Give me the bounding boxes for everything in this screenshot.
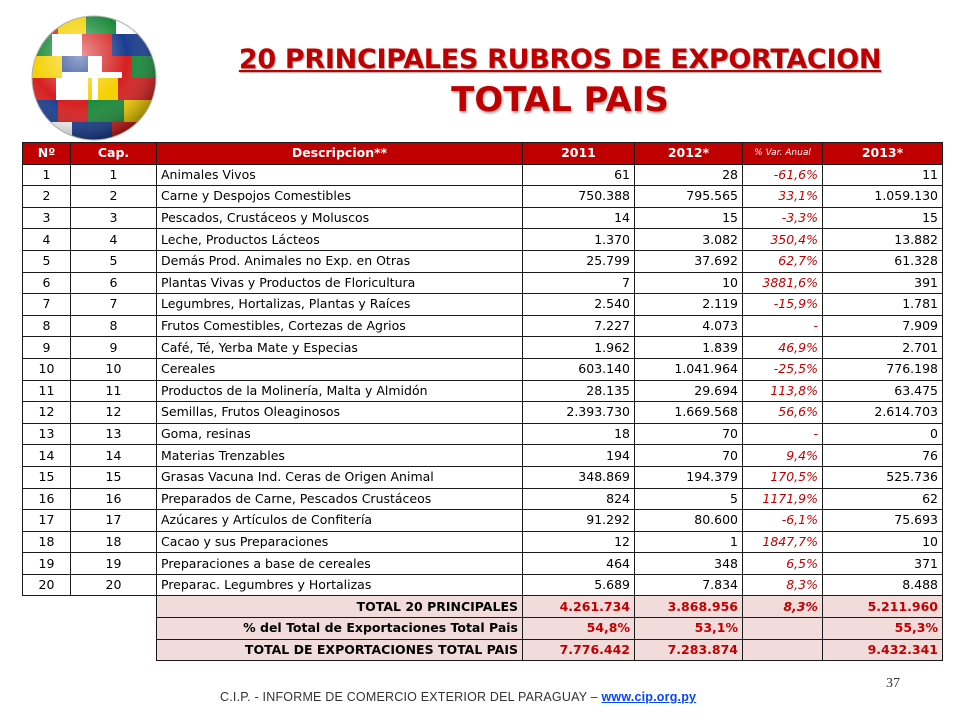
table-cell: 3881,6%: [743, 272, 823, 294]
table-cell: -: [743, 315, 823, 337]
table-cell: 7.834: [635, 574, 743, 596]
table-cell: 4.073: [635, 315, 743, 337]
table-cell: Café, Té, Yerba Mate y Especias: [157, 337, 523, 359]
table-cell: 63.475: [823, 380, 943, 402]
table-cell: 19: [71, 553, 157, 575]
table-cell: 795.565: [635, 186, 743, 208]
total-var: [743, 639, 823, 661]
table-cell: 5.689: [523, 574, 635, 596]
table-cell: 5: [71, 250, 157, 272]
table-cell: 7: [71, 294, 157, 316]
table-cell: 1.962: [523, 337, 635, 359]
table-cell: 15: [23, 466, 71, 488]
table-row: [23, 294, 943, 316]
table-cell: 18: [23, 531, 71, 553]
table-cell: 10: [823, 531, 943, 553]
col-header-cap: Cap.: [71, 143, 157, 165]
table-cell: 20: [23, 574, 71, 596]
table-cell: Preparados de Carne, Pescados Crustáceos: [157, 488, 523, 510]
table-cell: 75.693: [823, 510, 943, 532]
table-cell: 17: [23, 510, 71, 532]
table-cell: 8.488: [823, 574, 943, 596]
table-cell: 1.059.130: [823, 186, 943, 208]
col-header-descripcion: Descripcion**: [157, 143, 523, 165]
total-2013: 55,3%: [823, 618, 943, 640]
table-cell: 4: [23, 229, 71, 251]
table-cell: 2: [71, 186, 157, 208]
table-cell: Cacao y sus Preparaciones: [157, 531, 523, 553]
table-cell: Goma, resinas: [157, 423, 523, 445]
table-cell: Preparaciones a base de cereales: [157, 553, 523, 575]
table-cell: 7.909: [823, 315, 943, 337]
col-header-2013: 2013*: [823, 143, 943, 165]
total-label: TOTAL DE EXPORTACIONES TOTAL PAIS: [157, 639, 523, 661]
table-cell: 16: [23, 488, 71, 510]
table-cell: Pescados, Crustáceos y Moluscos: [157, 207, 523, 229]
table-cell: 7.227: [523, 315, 635, 337]
table-cell: 14: [23, 445, 71, 467]
table-cell: 2.614.703: [823, 402, 943, 424]
table-cell: Azúcares y Artículos de Confitería: [157, 510, 523, 532]
table-cell: 750.388: [523, 186, 635, 208]
total-label: TOTAL 20 PRINCIPALES: [157, 596, 523, 618]
table-row: [23, 423, 943, 445]
table-cell: -3,3%: [743, 207, 823, 229]
table-cell: 4: [71, 229, 157, 251]
table-cell: 16: [71, 488, 157, 510]
col-header-var-anual: % Var. Anual: [743, 143, 823, 165]
table-cell: Leche, Productos Lácteos: [157, 229, 523, 251]
table-cell: 12: [523, 531, 635, 553]
table-row: [23, 186, 943, 208]
table-cell: 14: [71, 445, 157, 467]
page-title: 20 PRINCIPALES RUBROS DE EXPORTACION: [238, 44, 882, 75]
table-cell: 2.540: [523, 294, 635, 316]
table-cell: Preparac. Legumbres y Hortalizas: [157, 574, 523, 596]
table-cell: 3: [23, 207, 71, 229]
footer-link[interactable]: www.cip.org.py: [601, 690, 697, 704]
table-cell: 0: [823, 423, 943, 445]
table-cell: 18: [523, 423, 635, 445]
table-row: [23, 531, 943, 553]
page-subtitle: TOTAL PAIS: [451, 80, 669, 120]
table-cell: Frutos Comestibles, Cortezas de Agrios: [157, 315, 523, 337]
flags-globe-icon: [28, 12, 160, 144]
table-cell: 14: [523, 207, 635, 229]
table-cell: 70: [635, 445, 743, 467]
table-cell: 1.370: [523, 229, 635, 251]
total-2013: 9.432.341: [823, 639, 943, 661]
total-2011: 4.261.734: [523, 596, 635, 618]
table-cell: 11: [71, 380, 157, 402]
table-cell: 18: [71, 531, 157, 553]
col-header-2012: 2012*: [635, 143, 743, 165]
table-cell: 62: [823, 488, 943, 510]
table-row: [23, 402, 943, 424]
table-row: [23, 229, 943, 251]
table-cell: 33,1%: [743, 186, 823, 208]
table-cell: 19: [23, 553, 71, 575]
table-cell: 776.198: [823, 358, 943, 380]
table-row: [23, 574, 943, 596]
table-row: [23, 358, 943, 380]
table-cell: 9,4%: [743, 445, 823, 467]
total-2011: 7.776.442: [523, 639, 635, 661]
footer: [220, 690, 696, 704]
table-cell: -6,1%: [743, 510, 823, 532]
table-cell: -15,9%: [743, 294, 823, 316]
table-cell: 15: [71, 466, 157, 488]
table-cell: 9: [71, 337, 157, 359]
table-cell: 61: [523, 164, 635, 186]
table-cell: 28: [635, 164, 743, 186]
table-cell: 17: [71, 510, 157, 532]
page-number: 37: [886, 676, 900, 691]
table-row: [23, 337, 943, 359]
table-row: [23, 488, 943, 510]
table-row: [23, 272, 943, 294]
table-cell: 25.799: [523, 250, 635, 272]
table-cell: 3: [71, 207, 157, 229]
table-cell: 525.736: [823, 466, 943, 488]
table-cell: 3.082: [635, 229, 743, 251]
table-cell: 20: [71, 574, 157, 596]
table-cell: 603.140: [523, 358, 635, 380]
table-cell: 2.119: [635, 294, 743, 316]
table-cell: 2.393.730: [523, 402, 635, 424]
table-cell: 170,5%: [743, 466, 823, 488]
table-cell: 15: [823, 207, 943, 229]
table-row: [23, 315, 943, 337]
table-cell: 2: [23, 186, 71, 208]
table-cell: 10: [635, 272, 743, 294]
table-cell: 113,8%: [743, 380, 823, 402]
table-cell: 1.669.568: [635, 402, 743, 424]
table-cell: 348.869: [523, 466, 635, 488]
total-row: [23, 596, 943, 618]
table-row: [23, 207, 943, 229]
total-row: [23, 639, 943, 661]
table-cell: 348: [635, 553, 743, 575]
col-header-nro: Nº: [23, 143, 71, 165]
table-cell: 1: [635, 531, 743, 553]
table-row: [23, 466, 943, 488]
table-cell: 7: [523, 272, 635, 294]
table-cell: Carne y Despojos Comestibles: [157, 186, 523, 208]
table-cell: 1.041.964: [635, 358, 743, 380]
table-cell: 7: [23, 294, 71, 316]
table-cell: 28.135: [523, 380, 635, 402]
table-cell: 371: [823, 553, 943, 575]
footer-text: C.I.P. - INFORME DE COMERCIO EXTERIOR DEL PARAGUAY –: [220, 690, 602, 704]
table-cell: 13: [71, 423, 157, 445]
table-row: [23, 250, 943, 272]
table-cell: 56,6%: [743, 402, 823, 424]
table-cell: 10: [23, 358, 71, 380]
table-cell: 194: [523, 445, 635, 467]
table-cell: 6,5%: [743, 553, 823, 575]
table-row: [23, 445, 943, 467]
table-cell: 46,9%: [743, 337, 823, 359]
total-label: % del Total de Exportaciones Total Pais: [157, 618, 523, 640]
table-cell: 391: [823, 272, 943, 294]
table-cell: 1: [23, 164, 71, 186]
blank-cell: [23, 596, 157, 618]
table-cell: 70: [635, 423, 743, 445]
table-cell: 350,4%: [743, 229, 823, 251]
table-cell: 13.882: [823, 229, 943, 251]
table-cell: 9: [23, 337, 71, 359]
table-cell: 2.701: [823, 337, 943, 359]
table-cell: 10: [71, 358, 157, 380]
total-2012: 53,1%: [635, 618, 743, 640]
table-cell: 5: [23, 250, 71, 272]
total-2012: 7.283.874: [635, 639, 743, 661]
table-cell: 15: [635, 207, 743, 229]
table-cell: 13: [23, 423, 71, 445]
table-cell: Grasas Vacuna Ind. Ceras de Origen Animal: [157, 466, 523, 488]
table-header-row: [23, 143, 943, 165]
table-cell: 62,7%: [743, 250, 823, 272]
table-cell: 37.692: [635, 250, 743, 272]
table-cell: 1171,9%: [743, 488, 823, 510]
table-row: [23, 510, 943, 532]
table-cell: Cereales: [157, 358, 523, 380]
blank-cell: [23, 639, 157, 661]
table-row: [23, 380, 943, 402]
table-cell: Materias Trenzables: [157, 445, 523, 467]
table-cell: 8: [71, 315, 157, 337]
table-cell: 1: [71, 164, 157, 186]
table-cell: -61,6%: [743, 164, 823, 186]
table-cell: Demás Prod. Animales no Exp. en Otras: [157, 250, 523, 272]
table-cell: -25,5%: [743, 358, 823, 380]
table-cell: 29.694: [635, 380, 743, 402]
total-row: [23, 618, 943, 640]
table-row: [23, 164, 943, 186]
table-row: [23, 553, 943, 575]
table-cell: Legumbres, Hortalizas, Plantas y Raíces: [157, 294, 523, 316]
table-cell: Semillas, Frutos Oleaginosos: [157, 402, 523, 424]
table-cell: 12: [71, 402, 157, 424]
table-cell: Animales Vivos: [157, 164, 523, 186]
total-2012: 3.868.956: [635, 596, 743, 618]
table-cell: 76: [823, 445, 943, 467]
total-var: 8,3%: [743, 596, 823, 618]
table-cell: 80.600: [635, 510, 743, 532]
table-cell: Plantas Vivas y Productos de Floricultura: [157, 272, 523, 294]
total-2013: 5.211.960: [823, 596, 943, 618]
table-cell: 194.379: [635, 466, 743, 488]
table-cell: 11: [23, 380, 71, 402]
blank-cell: [23, 618, 157, 640]
table-cell: 5: [635, 488, 743, 510]
table-cell: 1.781: [823, 294, 943, 316]
table-cell: 1847,7%: [743, 531, 823, 553]
table-cell: 12: [23, 402, 71, 424]
table-cell: Productos de la Molinería, Malta y Almidón: [157, 380, 523, 402]
total-2011: 54,8%: [523, 618, 635, 640]
table-cell: -: [743, 423, 823, 445]
table-cell: 11: [823, 164, 943, 186]
col-header-2011: 2011: [523, 143, 635, 165]
table-cell: 6: [71, 272, 157, 294]
table-cell: 61.328: [823, 250, 943, 272]
table-cell: 824: [523, 488, 635, 510]
table-cell: 6: [23, 272, 71, 294]
table-cell: 464: [523, 553, 635, 575]
table-cell: 8,3%: [743, 574, 823, 596]
total-var: [743, 618, 823, 640]
exports-table: [22, 142, 943, 661]
table-cell: 91.292: [523, 510, 635, 532]
table-cell: 8: [23, 315, 71, 337]
table-cell: 1.839: [635, 337, 743, 359]
